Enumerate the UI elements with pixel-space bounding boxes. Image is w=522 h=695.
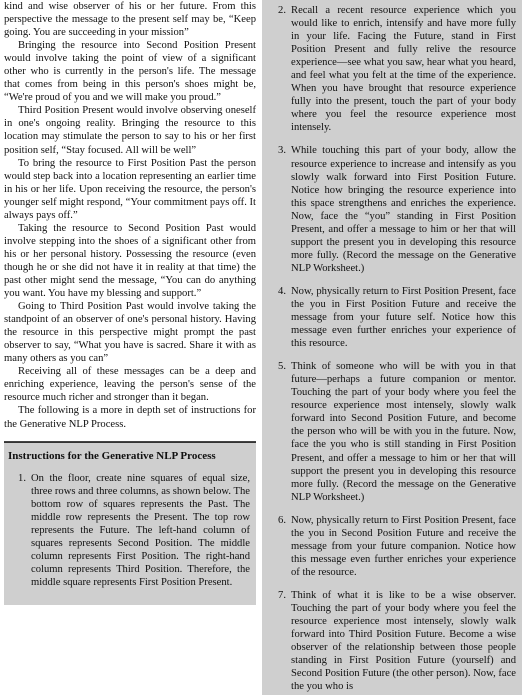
paragraph-second-position-present: Bringing the resource into Second Position Present would involve taking the point of view of a significant other who is currently in the person's life. The message that comes from being in this person's shoes might be, “We're proud of you and we will make you proud.”: [4, 40, 256, 104]
instructions-box: [4, 442, 256, 605]
list-item-number: 2.: [278, 5, 286, 16]
list-item-number: 1.: [18, 472, 26, 484]
list-item: [268, 4, 516, 134]
paragraph-first-position-past: To bring the resource to First Position Past the person would step back into a location representing an earlier time in his or her life. Upon receiving the resource, the person's younger self might respond, “Your commitment pays off. It always pays off.”: [4, 157, 256, 221]
list-item-text: Now, physically return to First Position Present, face the you in Second Position Future and receive the message from your future companion. Notice how this message even further enriches your experience of the resource.: [291, 514, 516, 578]
paragraph-third-position-present: Third Position Present would involve observing oneself in one's ongoing reality. Bringing the resource to this location may stimulate the person to say to his or her first position self, “Stay focused. All will be well”: [4, 105, 256, 156]
left-column: [4, 0, 256, 695]
paragraph-third-position-past: Going to Third Position Past would involve taking the standpoint of an observer of one's personal history. Having the resource in this perspective might prompt the past observer to say, “What you have is sacred. Share it with as many others as you can”: [4, 301, 256, 365]
list-item-text: Think of someone who will be with you in that future—perhaps a future companion or mentor. Touching the part of your body where you feel the resource experience most intensely, slowly walk forward into Second Position Future, and become the person who will be with you in the future. Now, face the you who is still standing in First Position Present, and offer a message to him or her that will support the present you in developing this resource more fully. (Record the message on the Generative NLP Worksheet.): [291, 361, 516, 503]
list-item: [268, 514, 516, 579]
list-item-number: 3.: [278, 145, 286, 157]
list-item-number: 4.: [278, 285, 286, 297]
list-item-text: While touching this part of your body, allow the resource experience to increase and intensify as you slowly walk forward into First Position Future. Notice how bringing the resource experience into this space strengthens and enriches the experience. Now, face the “you” standing in First Position Present, and offer a message to him or her that will support the present you in developing this resource more fully. (Record the message on the Generative NLP Worksheet.): [291, 145, 516, 274]
list-item-number: 6.: [278, 514, 286, 526]
list-item: [268, 360, 516, 504]
list-item: [268, 285, 516, 350]
paragraph-future-observer: kind and wise observer of his or her future. From this perspective the message to the present self may be, “Keep going. You are succeeding in your mission”: [4, 1, 256, 39]
list-item-number: 7.: [278, 589, 286, 601]
list-item-text: On the floor, create nine squares of equal size, three rows and three columns, as shown below. The bottom row of squares represents the Past. The middle row represents the Present. The top row represents the Future. The left-hand column of squares represents Second Position. The middle column represents First Position. The right-hand column represents Third Position. Therefore, the middle square represents First Position Present.: [31, 472, 250, 588]
paragraph-following: The following is a more in depth set of instructions for the Generative NLP Process.: [4, 405, 256, 430]
instructions-title: Instructions for the Generative NLP Process: [8, 449, 216, 462]
list-item-text: Think of what it is like to be a wise observer. Touching the part of your body where you feel the resource experience most intensely, slowly walk forward into Third Position Future. Become a wise observer of the relationship between those people standing in First Position Future (yourself) and Second Position Future (the other person). Now, face the you who is: [291, 589, 516, 693]
list-item: [268, 589, 516, 693]
list-item-text: Now, physically return to First Position Present, face the you in First Position Future and receive the message from your future self. Notice how this message even further enriches your experience of this resource.: [291, 285, 516, 350]
paragraph-second-position-past: Taking the resource to Second Position Past would involve stepping into the shoes of a significant other from his or her personal history. Possessing the resource (even though he or she did not have it in reality at that time) the past other might send the message, “You can do anything you want. You have my blessing and support.”: [4, 222, 256, 300]
list-item-number: 5.: [278, 361, 286, 373]
paragraph-receiving-messages: Receiving all of these messages can be a deep and enriching experience, leaving the person's sense of the resource much richer and stronger than it began.: [4, 366, 256, 404]
right-column: [262, 0, 522, 695]
list-item: [268, 144, 516, 274]
list-item: [8, 472, 250, 589]
list-item-text: Recall a recent resource experience which you would like to enrich, intensify and have more fully in your life. Facing the Future, stand in First Position Present and fully relive the resource experience—see what you saw, hear what you heard, and feel what you felt at the time of the experience. When you have brought that resource experience fully into the present, touch the part of your body where you feel the resource experience most intensely.: [291, 5, 516, 134]
